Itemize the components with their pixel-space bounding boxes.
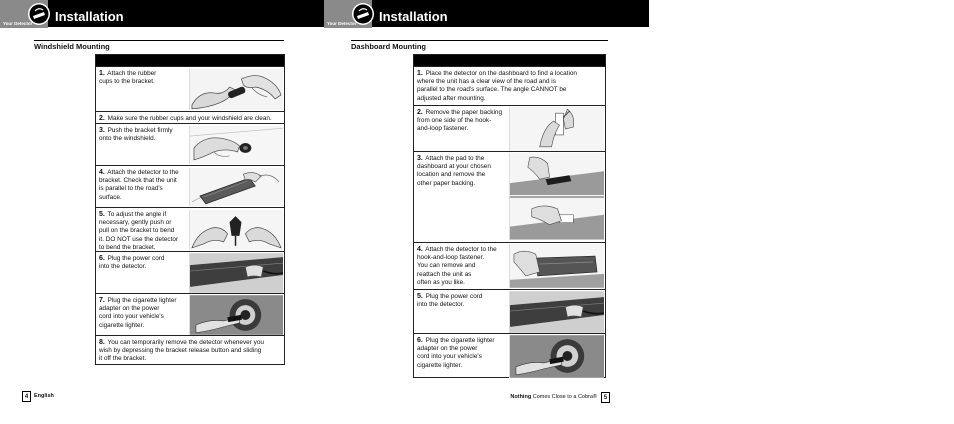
step-photo <box>509 244 604 288</box>
section-divider <box>34 40 284 41</box>
hands-rubber-cups-photo <box>190 69 283 110</box>
section-title: Windshield Mounting <box>34 42 110 51</box>
step-text: 3. Push the bracket firmly onto the windshield. <box>99 127 173 143</box>
page-number: 5 <box>601 392 610 403</box>
step-text: 6. Plug the cigarette lighter adapter on the power cord into your vehicle's cigarette lighter. <box>417 337 495 369</box>
footer-slogan: Nothing Comes Close to a Cobra® <box>510 394 597 400</box>
step-row <box>96 293 284 335</box>
cigarette-lighter-adapter-photo <box>510 335 604 378</box>
step-photo <box>509 291 604 333</box>
step-row <box>96 251 284 293</box>
step-text: 5. Plug the power cord into the detector. <box>417 293 483 309</box>
step-text: 4. Attach the detector to the bracket. Check that the unit is parallel to the road's surface. <box>99 169 179 201</box>
step-row <box>414 151 605 242</box>
step-row <box>96 111 284 123</box>
step-row <box>96 207 284 251</box>
hand-pushing-bracket-photo <box>190 126 283 164</box>
step-photo <box>509 153 604 240</box>
header-tab-label: Your Detector <box>3 21 33 26</box>
pad-on-dashboard-photo <box>510 153 604 240</box>
header-tab-label: Your Detector <box>327 21 357 26</box>
step-row <box>414 105 605 151</box>
step-photo <box>189 295 283 335</box>
step-row <box>96 123 284 165</box>
step-photo <box>189 168 283 206</box>
step-text: 4. Attach the detector to the hook-and-loop fastener. You can remove and reattach the unit as often as you like. <box>417 246 497 286</box>
step-photo <box>189 69 283 110</box>
steps-table <box>95 54 285 365</box>
table-header-bar <box>414 55 605 66</box>
step-row <box>96 335 284 366</box>
cigarette-lighter-adapter-photo <box>190 295 283 335</box>
page-title: Installation <box>55 9 124 24</box>
steps-table <box>413 54 606 378</box>
page-title: Installation <box>379 9 448 24</box>
step-text: 3. Attach the pad to the dashboard at your chosen location and remove the other paper backing. <box>417 155 491 187</box>
peeling-paper-backing-photo <box>510 107 604 151</box>
step-text: 6. Plug the power cord into the detector. <box>99 255 165 271</box>
detector-logo-icon <box>27 2 51 26</box>
step-photo <box>509 335 604 378</box>
step-row <box>414 66 605 105</box>
table-header-bar <box>96 55 284 66</box>
step-text: 5. To adjust the angle if necessary, gently push or pull on the bracket to bend it. DO NOT use the detector to bend the bracket. <box>99 211 179 251</box>
page-number: 4 <box>22 391 31 402</box>
section-divider <box>351 40 608 41</box>
left-page <box>0 0 324 424</box>
page-footer <box>480 392 610 404</box>
step-text: 2. Remove the paper backing from one side of the hook- and-loop fastener. <box>417 109 503 133</box>
step-row <box>414 242 605 289</box>
power-cord-into-detector-photo <box>190 253 283 293</box>
step-row <box>414 289 605 333</box>
detector-logo-icon <box>351 2 375 26</box>
section-title: Dashboard Mounting <box>351 42 426 51</box>
footer-language: English <box>34 393 54 399</box>
step-text: 7. Plug the cigarette lighter adapter on the power cord into your vehicle's cigarette lighter. <box>99 297 177 329</box>
step-text: 1. Attach the rubber cups to the bracket. <box>99 70 157 86</box>
step-text: 8. You can temporarily remove the detector whenever you wish by depressing the bracket release button and sliding it off the bracket. <box>99 339 264 363</box>
step-photo <box>189 253 283 293</box>
hands-bending-bracket-photo <box>190 210 283 250</box>
step-text: 1. Place the detector on the dashboard to find a location where the unit has a clear view of the road and is parallel to the road's surface. The angle CANNOT be adjusted after mounting. <box>417 70 577 102</box>
step-row <box>414 333 605 379</box>
power-cord-into-detector-photo <box>510 291 604 333</box>
step-photo <box>509 107 604 151</box>
detector-on-fastener-photo <box>510 244 604 288</box>
step-photo <box>189 210 283 250</box>
step-row <box>96 165 284 207</box>
step-text: 2. Make sure the rubber cups and your windshield are clean. <box>99 115 272 122</box>
step-row <box>96 66 284 111</box>
detector-on-bracket-photo <box>190 168 283 206</box>
step-photo <box>189 126 283 164</box>
